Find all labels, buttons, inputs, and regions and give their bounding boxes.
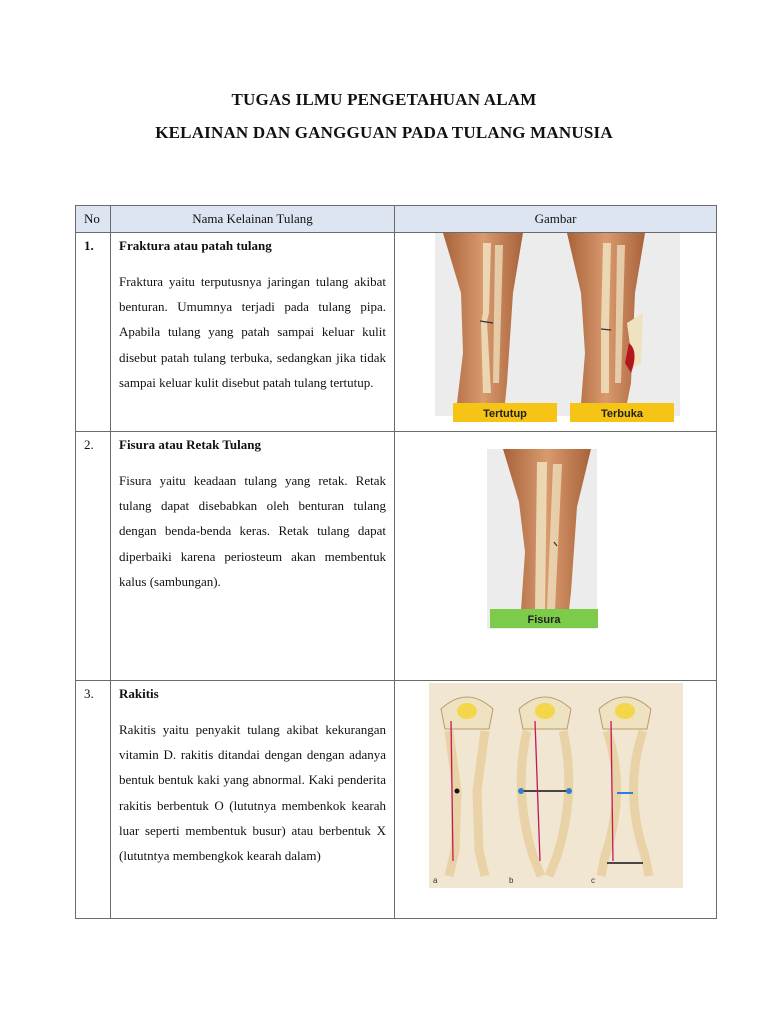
table-row [76, 432, 717, 681]
disorder-description: Rakitis yaitu penyakit tulang akibat kekurangan vitamin D. rakitis ditandai dengan dengan adanya bentuk bentuk kaki yang abnormal. Kaki penderita rakitis berbentuk O (lututnya membenkok kearah luar seperti membentuk busur) atau berbentuk X (lututntya membengkok kearah dalam) [119, 722, 386, 864]
rickets-illustration [395, 681, 715, 891]
disorder-description: Fraktura yaitu terputusnya jaringan tulang akibat benturan. Umumnya terjadi pada tulang pipa. Apabila tulang yang patah sampai keluar kulit disebut patah tulang terbuka, sedangkan jika tidak sampai keluar kulit disebut patah tulang tertutup. [119, 274, 386, 390]
row-number: 3. [76, 681, 111, 919]
figure-label-c: c [591, 876, 595, 885]
table-header-row [76, 206, 717, 233]
document-subtitle: KELAINAN DAN GANGGUAN PADA TULANG MANUSIA [155, 123, 613, 142]
row-description-cell [111, 233, 395, 432]
image-cell [395, 681, 717, 919]
label-tertutup: Tertutup [483, 408, 527, 420]
table-row [76, 681, 717, 919]
label-fisura: Fisura [527, 614, 561, 626]
header-name: Nama Kelainan Tulang [111, 206, 395, 233]
row-description-cell [111, 432, 395, 681]
figure-label-b: b [509, 876, 514, 885]
row-number: 1. [76, 233, 111, 432]
label-terbuka: Terbuka [601, 408, 643, 420]
disorder-description: Fisura yaitu keadaan tulang yang retak. Retak tulang dapat disebabkan oleh benturan tulang dengan benda-benda keras. Retak tulang dapat diperbaiki karena periosteum akan membentuk kalus (sambungan). [119, 473, 386, 589]
fracture-illustration [395, 233, 715, 430]
image-cell [395, 233, 717, 432]
document-title: TUGAS ILMU PENGETAHUAN ALAM [231, 90, 537, 109]
fissure-illustration [395, 432, 715, 632]
disorder-name: Fisura atau Retak Tulang [119, 437, 261, 452]
header-image: Gambar [395, 206, 717, 233]
bone-disorders-table [75, 205, 717, 919]
row-description-cell [111, 681, 395, 919]
figure-label-a: a [433, 876, 438, 885]
disorder-name: Rakitis [119, 686, 159, 701]
table-row [76, 233, 717, 432]
disorder-name: Fraktura atau patah tulang [119, 238, 272, 253]
row-number: 2. [76, 432, 111, 681]
image-cell [395, 432, 717, 681]
header-no: No [76, 206, 111, 233]
